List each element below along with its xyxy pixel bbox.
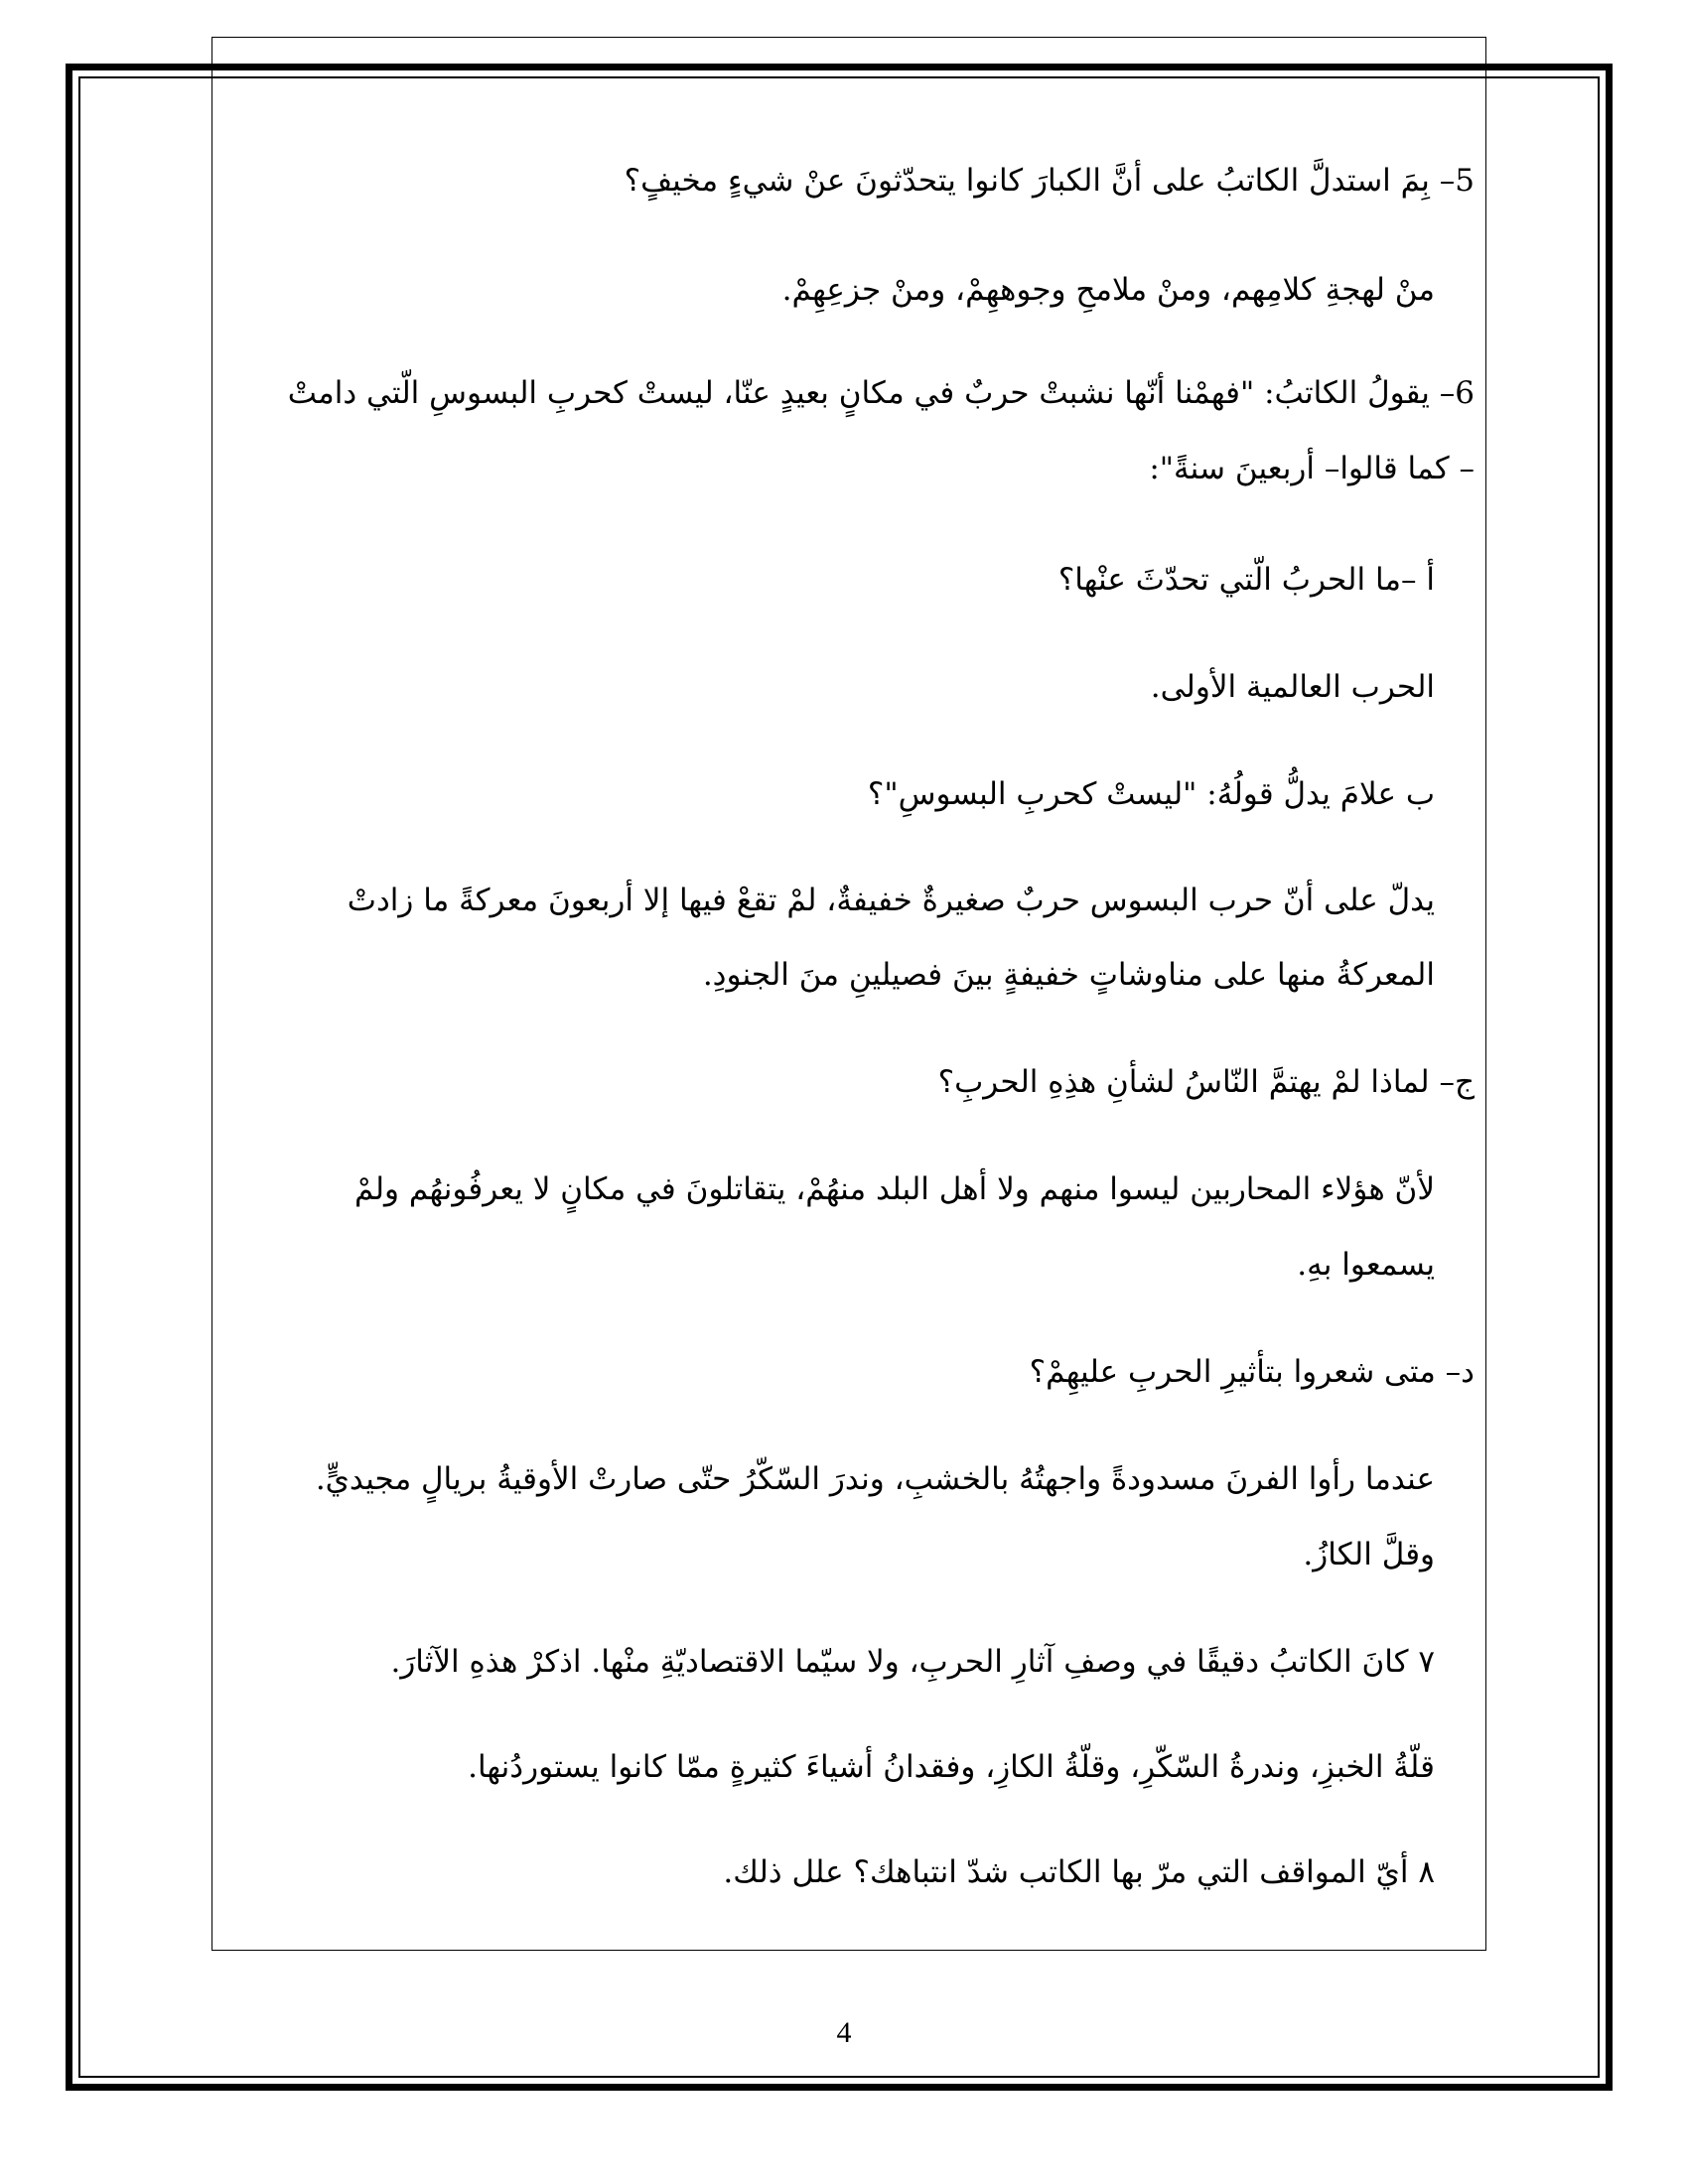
answer-6b-line-1: يدلّ على أنّ حرب البسوس حربٌ صغيرةٌ خفيفةٌ، لمْ تقعْ فيها إلا أربعونَ معركةً ما زادتْ [347, 883, 1435, 918]
question-6d: د– متى شعروا بتأثيرِ الحربِ عليهِمْ؟ [1029, 1354, 1475, 1390]
question-7: ٧ كانَ الكاتبُ دقيقًا في وصفِ آثارِ الحربِ، ولا سيّما الاقتصاديّةِ منْها. اذكرْ هذهِ الآثارَ. [390, 1644, 1435, 1680]
document-body [223, 0, 1475, 2184]
answer-5: منْ لهجةِ كلامِهم، ومنْ ملامحِ وجوههِمْ، ومنْ جزعِهِمْ. [781, 272, 1435, 308]
answer-6b-line-2: المعركةُ منها على مناوشاتٍ خفيفةٍ بينَ فصيلينِ منَ الجنودِ. [702, 957, 1435, 993]
page-number: 4 [836, 2016, 852, 2049]
question-6c: ج– لماذا لمْ يهتمَّ النّاسُ لشأنِ هذِهِ الحربِ؟ [937, 1064, 1475, 1100]
answer-6d-line-2: وقلَّ الكازُ. [1303, 1537, 1435, 1572]
question-6: 6– يقولُ الكاتبُ: "فهمْنا أنّها نشبتْ حربٌ في مكانٍ بعيدٍ عنّا، ليستْ كحربِ البسوسِ الّتي دامتْ [287, 375, 1475, 411]
question-6-continued: – كما قالوا– أربعينَ سنةً": [1149, 451, 1475, 486]
question-6b: ب علامَ يدلُّ قولُهُ: "ليستْ كحربِ البسوسِ"؟ [867, 776, 1435, 812]
answer-6a: الحرب العالمية الأولى. [1150, 669, 1435, 705]
answer-6c-line-2: يسمعوا بهِ. [1297, 1247, 1435, 1283]
question-8: ٨ أيّ المواقف التي مرّ بها الكاتب شدّ انتباهك؟ علل ذلك. [723, 1854, 1435, 1890]
question-5: 5– بِمَ استدلَّ الكاتبُ على أنَّ الكبارَ كانوا يتحدّثونَ عنْ شيءٍ مخيفٍ؟ [624, 163, 1475, 199]
question-6a: أ –ما الحربُ الّتي تحدّثَ عنْها؟ [1057, 562, 1435, 598]
answer-7: قلّةُ الخبزِ، وندرةُ السّكّرِ، وقلّةُ الكازِ، وفقدانُ أشياءَ كثيرةٍ ممّا كانوا يستوردُنها. [468, 1749, 1435, 1785]
answer-6d-line-1: عندما رأوا الفرنَ مسدودةً واجهتُهُ بالخشبِ، وندرَ السّكّرُ حتّى صارتْ الأوقيةُ بريالٍ مجيديٍّ. [315, 1461, 1435, 1497]
answer-6c-line-1: لأنّ هؤلاء المحاربين ليسوا منهم ولا أهل البلد منهُمْ، يتقاتلونَ في مكانٍ لا يعرفُونهُم ولمْ [353, 1171, 1435, 1207]
